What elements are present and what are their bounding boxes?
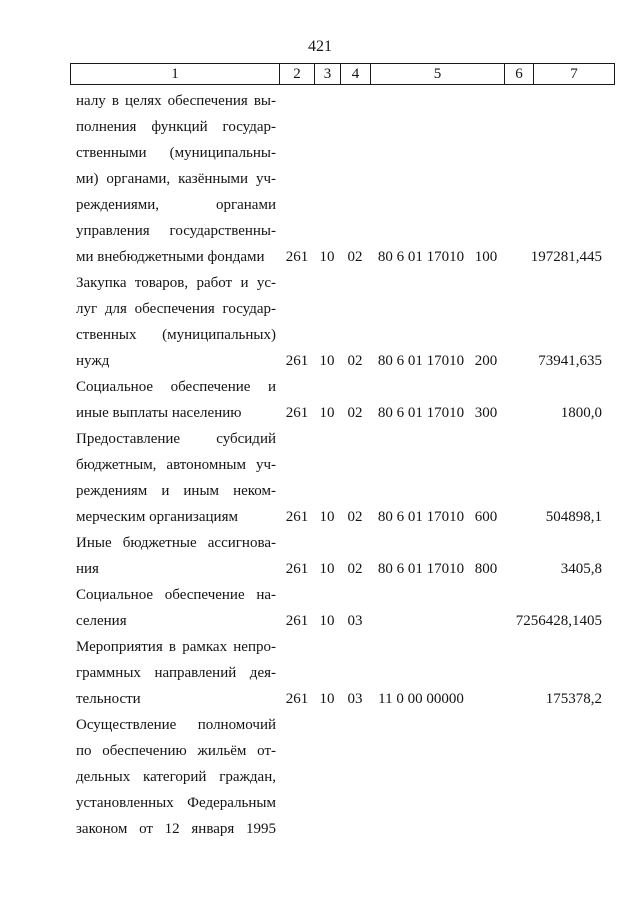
table-row bbox=[0, 634, 640, 712]
description-line: бюджетным, автономным уч- bbox=[76, 457, 276, 473]
code-expense-type: 800 bbox=[474, 561, 498, 577]
amount: 73941,635 bbox=[538, 353, 602, 369]
code-target-article: 11 0 00 00000 bbox=[378, 691, 464, 707]
code-expense-type: 200 bbox=[474, 353, 498, 369]
amount: 175378,2 bbox=[545, 691, 602, 707]
description-line: селения bbox=[76, 613, 127, 629]
row-codes bbox=[0, 608, 640, 634]
code-section: 10 bbox=[319, 405, 335, 421]
table-row bbox=[0, 88, 640, 270]
description-line: Предоставление субсидий bbox=[76, 431, 276, 447]
description-line: по обеспечению жильём от- bbox=[76, 743, 276, 759]
description-line: мерческим организациям bbox=[76, 509, 238, 525]
code-section: 10 bbox=[319, 613, 335, 629]
code-section: 10 bbox=[319, 353, 335, 369]
description-line: ственными (муниципальны- bbox=[76, 145, 276, 161]
page-number: 421 bbox=[308, 38, 332, 55]
column-header-4: 4 bbox=[341, 64, 371, 85]
code-target-article: 80 6 01 17010 bbox=[377, 249, 465, 265]
table-row bbox=[0, 374, 640, 426]
description-line: Осуществление полномочий bbox=[76, 717, 276, 733]
amount: 7256428,1405 bbox=[515, 613, 602, 629]
column-header-6: 6 bbox=[505, 64, 534, 85]
table-row bbox=[0, 582, 640, 634]
code-target-article: 80 6 01 17010 bbox=[377, 561, 465, 577]
description-line: законом от 12 января 1995 bbox=[76, 821, 276, 837]
description-line: дельных категорий граждан, bbox=[76, 769, 276, 785]
code-expense-type: 600 bbox=[474, 509, 498, 525]
amount: 197281,445 bbox=[530, 249, 602, 265]
column-header-table bbox=[70, 63, 615, 85]
code-target-article: 80 6 01 17010 bbox=[377, 405, 465, 421]
code-subsection: 03 bbox=[347, 613, 363, 629]
column-header-7: 7 bbox=[534, 64, 615, 85]
code-ministry: 261 bbox=[285, 249, 309, 265]
code-section: 10 bbox=[319, 249, 335, 265]
description-line: Социальное обеспечение и bbox=[76, 379, 276, 395]
row-codes bbox=[0, 400, 640, 426]
row-codes bbox=[0, 244, 640, 270]
code-subsection: 02 bbox=[347, 561, 363, 577]
code-ministry: 261 bbox=[285, 691, 309, 707]
code-subsection: 02 bbox=[347, 249, 363, 265]
code-expense-type: 100 bbox=[474, 249, 498, 265]
code-target-article: 80 6 01 17010 bbox=[377, 353, 465, 369]
description-line: налу в целях обеспечения вы- bbox=[76, 93, 276, 109]
row-codes bbox=[0, 556, 640, 582]
description-line: иные выплаты населению bbox=[76, 405, 242, 421]
code-ministry: 261 bbox=[285, 561, 309, 577]
description-line: Закупка товаров, работ и ус- bbox=[76, 275, 276, 291]
code-target-article: 80 6 01 17010 bbox=[377, 509, 465, 525]
column-header-1: 1 bbox=[71, 64, 280, 85]
code-ministry: 261 bbox=[285, 509, 309, 525]
row-description bbox=[76, 88, 276, 270]
row-codes bbox=[0, 686, 640, 712]
description-line: нужд bbox=[76, 353, 110, 369]
column-header-2: 2 bbox=[280, 64, 315, 85]
description-line: реждениями, органами bbox=[76, 197, 276, 213]
code-subsection: 02 bbox=[347, 509, 363, 525]
description-line: установленных Федеральным bbox=[76, 795, 276, 811]
code-ministry: 261 bbox=[285, 405, 309, 421]
description-line: управления государственны- bbox=[76, 223, 276, 239]
description-line: ния bbox=[76, 561, 99, 577]
amount: 1800,0 bbox=[560, 405, 602, 421]
table-row bbox=[0, 426, 640, 530]
description-line: тельности bbox=[76, 691, 141, 707]
row-codes bbox=[0, 348, 640, 374]
description-line: Мероприятия в рамках непро- bbox=[76, 639, 276, 655]
description-line: Социальное обеспечение на- bbox=[76, 587, 276, 603]
amount: 3405,8 bbox=[560, 561, 602, 577]
code-section: 10 bbox=[319, 691, 335, 707]
code-expense-type: 300 bbox=[474, 405, 498, 421]
code-subsection: 02 bbox=[347, 353, 363, 369]
amount: 504898,1 bbox=[545, 509, 602, 525]
table-row bbox=[0, 712, 640, 842]
description-line: Иные бюджетные ассигнова- bbox=[76, 535, 276, 551]
column-header-row bbox=[71, 64, 615, 85]
description-line: ми внебюджетными фондами bbox=[76, 249, 265, 265]
description-line: граммных направлений дея- bbox=[76, 665, 276, 681]
description-line: луг для обеспечения государ- bbox=[76, 301, 276, 317]
code-ministry: 261 bbox=[285, 353, 309, 369]
row-codes bbox=[0, 504, 640, 530]
code-subsection: 03 bbox=[347, 691, 363, 707]
column-header-3: 3 bbox=[315, 64, 341, 85]
description-line: ственных (муниципальных) bbox=[76, 327, 276, 343]
code-section: 10 bbox=[319, 509, 335, 525]
code-subsection: 02 bbox=[347, 405, 363, 421]
table-row bbox=[0, 270, 640, 374]
code-section: 10 bbox=[319, 561, 335, 577]
code-ministry: 261 bbox=[285, 613, 309, 629]
description-line: полнения функций государ- bbox=[76, 119, 276, 135]
table-body bbox=[0, 88, 640, 842]
row-codes bbox=[0, 816, 640, 842]
description-line: реждениям и иным неком- bbox=[76, 483, 276, 499]
description-line: ми) органами, казёнными уч- bbox=[76, 171, 276, 187]
column-header-5: 5 bbox=[371, 64, 505, 85]
table-row bbox=[0, 530, 640, 582]
